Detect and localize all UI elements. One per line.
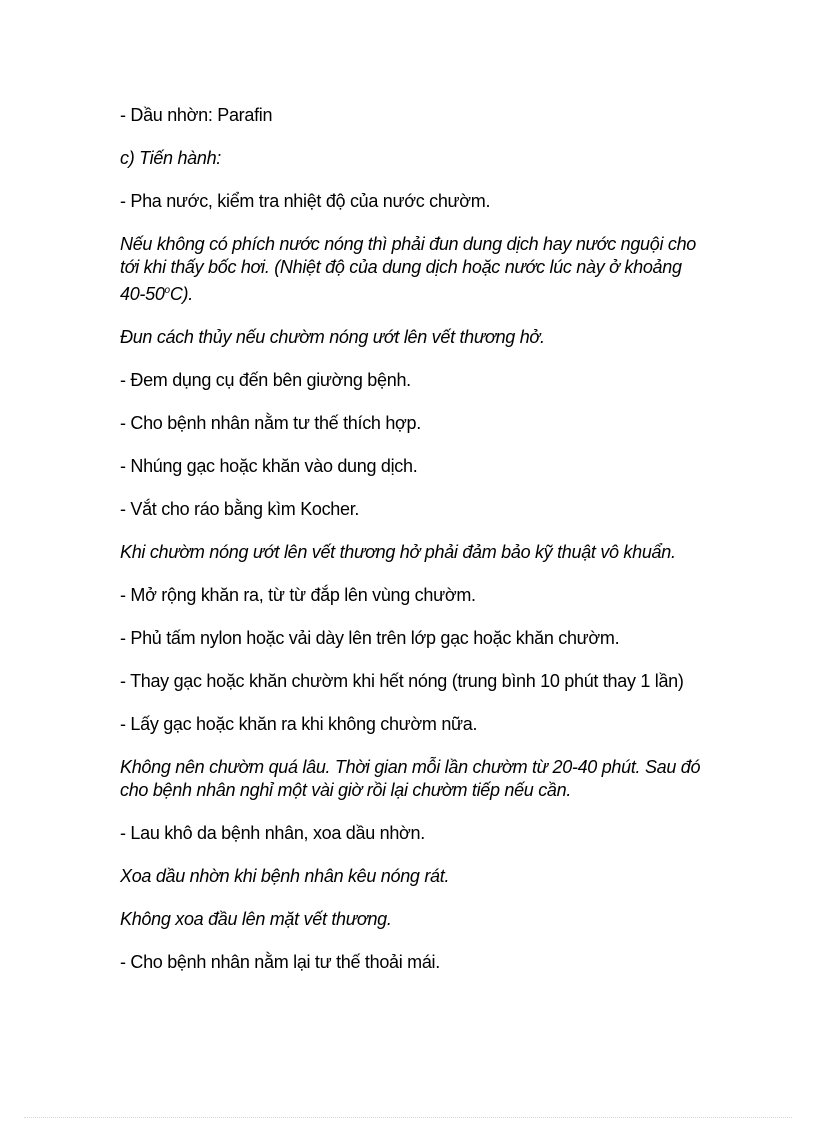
- note-heating-water-text: Nếu không có phích nước nóng thì phải đun dung dịch hay nước nguội cho tới khi thấy bốc hơi. (Nhiệt độ của dung dịch hoặc nước lúc này ở khoảng 40-50: [120, 234, 696, 304]
- step-wring-gauze: - Vắt cho ráo bằng kìm Kocher.: [120, 499, 360, 519]
- note-no-oil-wound: Không xoa đầu lên mặt vết thương.: [120, 909, 392, 929]
- document-body: [120, 104, 710, 994]
- degree-superscript: o: [164, 285, 170, 296]
- step-bring-tools: - Đem dụng cụ đến bên giường bệnh.: [120, 370, 411, 390]
- step-position-patient: - Cho bệnh nhân nằm tư thế thích hợp.: [120, 413, 421, 433]
- footer-divider: [24, 1117, 792, 1118]
- section-heading-procedure: c) Tiến hành:: [120, 148, 221, 168]
- step-comfortable-position: - Cho bệnh nhân nằm lại tư thế thoải mái.: [120, 952, 440, 972]
- step-replace-gauze: - Thay gạc hoặc khăn chườm khi hết nóng (trung bình 10 phút thay 1 lần): [120, 671, 684, 691]
- step-apply-towel: - Mở rộng khăn ra, từ từ đắp lên vùng chườm.: [120, 585, 476, 605]
- step-prepare-water: - Pha nước, kiểm tra nhiệt độ của nước chườm.: [120, 191, 491, 211]
- step-dry-skin: - Lau khô da bệnh nhân, xoa dầu nhờn.: [120, 823, 425, 843]
- note-apply-oil: Xoa dầu nhờn khi bệnh nhân kêu nóng rát.: [120, 866, 450, 886]
- note-heating-water-tail: C).: [169, 284, 193, 304]
- note-sterile-technique: Khi chườm nóng ướt lên vết thương hở phải đảm bảo kỹ thuật vô khuẩn.: [120, 542, 676, 562]
- note-heating-water: [120, 233, 710, 306]
- note-duration: Không nên chườm quá lâu. Thời gian mỗi lần chườm từ 20-40 phút. Sau đó cho bệnh nhân nghỉ một vài giờ rồi lại chườm tiếp nếu cần.: [120, 757, 701, 800]
- step-soak-gauze: - Nhúng gạc hoặc khăn vào dung dịch.: [120, 456, 418, 476]
- step-cover-nylon: - Phủ tấm nylon hoặc vải dày lên trên lớp gạc hoặc khăn chườm.: [120, 628, 620, 648]
- paragraph-lubricant: - Dầu nhờn: Parafin: [120, 105, 273, 125]
- note-water-bath: Đun cách thủy nếu chườm nóng ướt lên vết thương hở.: [120, 327, 545, 347]
- step-remove-gauze: - Lấy gạc hoặc khăn ra khi không chườm nữa.: [120, 714, 478, 734]
